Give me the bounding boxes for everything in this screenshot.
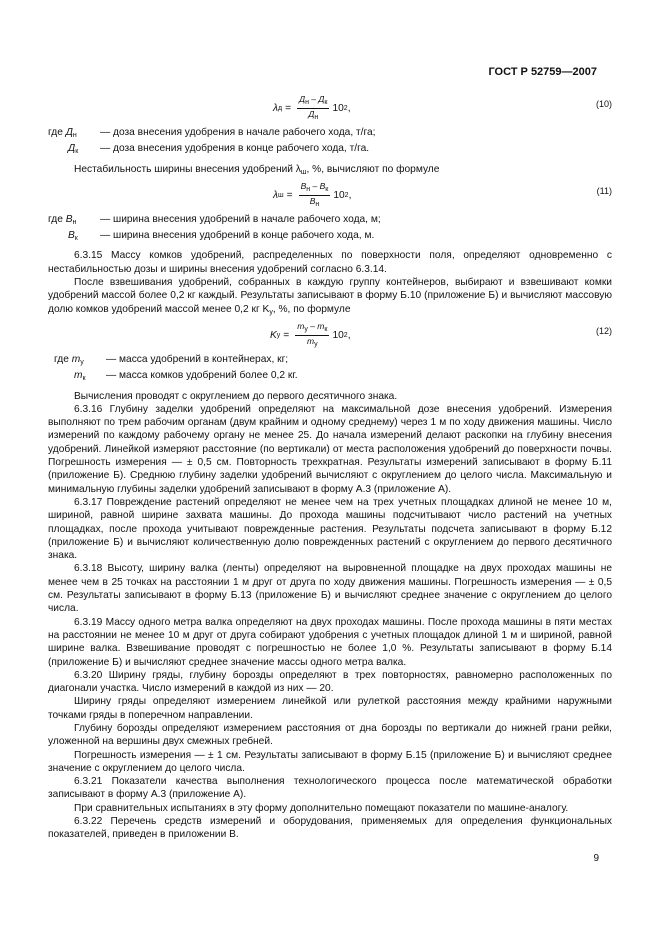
where-symbol-sub: к bbox=[74, 235, 78, 243]
numerator-b: m bbox=[317, 320, 325, 331]
where-prefix: где bbox=[54, 353, 72, 365]
formula-lhs: K bbox=[270, 329, 277, 341]
paragraph-6-3-17: 6.3.17 Повреждение растений определяют не менее чем на трех учетных площадках длиной не менее 10 м, шириной, равной ширине захвата машины. До прохода машины подсчитывают число растений на учетных площадках, после прохода учитывают поврежденные растения. Результаты подсчета записывают в форму Б.12 (приложение Б) и вычисляют количественную долю поврежденных растений с округлением до первого десятичного знака. bbox=[48, 496, 612, 562]
where-text: — масса комков удобрений более 0,2 кг. bbox=[106, 370, 298, 382]
paragraph-6-3-15: 6.3.15 Массу комков удобрений, распределенных по поверхности поля, определяют одновременно с нестабильностью дозы и ширины внесения удобрений согласно 6.3.14. bbox=[48, 250, 612, 275]
where-list-11 bbox=[48, 213, 612, 246]
where-symbol: m bbox=[74, 370, 83, 382]
numerator-a-sub: у bbox=[304, 325, 308, 333]
numerator-b-sub: к bbox=[324, 99, 328, 106]
numerator-a-sub: н bbox=[306, 185, 311, 193]
paragraph-instability bbox=[48, 163, 612, 179]
where-prefix: где bbox=[48, 213, 66, 225]
denominator: Д bbox=[308, 109, 315, 119]
formula-11: λ ш = $\frac{В_н - В_к}{В_н}$ 10 2 , (11) bbox=[273, 180, 612, 208]
paragraph-rounding: Вычисления проводят с округлением до первого десятичного знака. bbox=[74, 390, 398, 402]
formula-10: λ д = $\frac{Д_н - Д_к}{Д_н}$ 10 2 , (10) bbox=[273, 94, 612, 121]
formula-12: K у = $\frac{m_у - m_к}{m_у}$ 10 2 , (12) bbox=[270, 320, 612, 348]
multiplier: 10 bbox=[332, 102, 344, 114]
numerator-a-sub: н bbox=[305, 99, 309, 106]
paragraph-6-3-18: 6.3.18 Высоту, ширину валка (ленты) определяют на выровненной площадке на двух проходах машины не менее чем в 25 точках на расстоянии 1 м друг от друга по ходу движения машины. Погрешность измерения — ± 0,5 см. Результаты записывают в форму Б.13 (приложение Б) и вычисляют среднее значение с округлением до целого числа. bbox=[48, 563, 612, 615]
numerator-b-sub: к bbox=[325, 185, 329, 193]
minus-sign: – bbox=[308, 94, 319, 104]
page-number: 9 bbox=[593, 853, 599, 864]
formula-number: (10) bbox=[595, 99, 612, 109]
formula-fraction bbox=[299, 181, 331, 210]
numerator-b: Д bbox=[318, 94, 325, 104]
paragraph-6-3-16: 6.3.16 Глубину заделки удобрений определяют на максимальной дозе внесения удобрений. Измерения выполняют по трем рабочим органам (двум крайним и одному среднему) через 1 м по ходу движения машины. Число измерений по каждому рабочему органу не менее 25. До начала измерений делают раскопки на глубину внесения удобрений. Линейкой измеряют расстояние (по вертикали) от места расположения удобрений до поверхности почвы. Погрешность измерения — ± 0,5 см. Повторность трехкратная. Результаты измерений записывают в форму Б.11 (приложение Б). Среднюю глубину заделки удобрений вычисляют с округлением до целого числа. Максимальную и минимальную глубины заделки удобрений записывают в форму А.3 (приложение А). bbox=[48, 403, 612, 495]
text: , %, по формуле bbox=[272, 303, 351, 315]
formula-lhs: λ bbox=[273, 102, 279, 114]
document-id: ГОСТ Р 52759—2007 bbox=[488, 66, 597, 78]
formula-lhs-sub: у bbox=[276, 331, 281, 339]
exponent: 2 bbox=[343, 104, 348, 112]
numerator-b-sub: к bbox=[324, 325, 328, 333]
where-symbol-sub: н bbox=[72, 132, 77, 139]
formula-lhs-sub: ш bbox=[278, 191, 284, 199]
formula-lhs: λ bbox=[273, 189, 279, 201]
multiplier: 10 bbox=[332, 329, 344, 341]
denominator: m bbox=[307, 335, 315, 346]
text: , %, вычисляют по формуле bbox=[306, 163, 440, 175]
numerator-a: В bbox=[300, 180, 307, 191]
where-list-10 bbox=[48, 126, 612, 159]
numerator-a: Д bbox=[299, 94, 306, 104]
where-text: — ширина внесения удобрений в начале рабочего хода, м; bbox=[100, 213, 381, 225]
text-sub: ш bbox=[300, 168, 307, 176]
text-sub: у bbox=[269, 308, 273, 316]
where-text: — масса удобрений в контейнерах, кг; bbox=[106, 353, 289, 365]
paragraph-error: Погрешность измерения — ± 1 см. Результаты записывают в форму Б.15 (приложение Б) и вычисляют среднее значение с округлением до целого числа. bbox=[48, 749, 612, 774]
where-symbol: В bbox=[65, 213, 73, 225]
formula-number: (11) bbox=[596, 185, 612, 196]
text: Нестабильность ширины внесения удобрений λ bbox=[74, 163, 301, 175]
text: После взвешивания удобрений, собранных в каждую группу контейнеров, выбирают и взвешивают комки удобрений массой более 0,2 кг каждый. Результаты записывают в форму Б.10 (приложение Б) и вычисляют массовую долю комков удобрений массой менее 0,2 кг K bbox=[48, 277, 612, 315]
paragraph-6-3-20: 6.3.20 Ширину гряды, глубину борозды определяют в трех повторностях, равномерно расположенных по диагонали участка. Число измерений в каждой из них — 20. bbox=[48, 669, 612, 695]
where-symbol-sub: к bbox=[82, 375, 86, 383]
paragraph-6-3-22: 6.3.22 Перечень средств измерений и оборудования, применяемых для определения функциональных показателей, приведен в приложении В. bbox=[48, 816, 612, 841]
denominator: В bbox=[309, 195, 316, 206]
exponent: 2 bbox=[344, 191, 349, 199]
minus-sign: – bbox=[310, 180, 320, 191]
paragraph-weighing bbox=[48, 276, 612, 319]
exponent: 2 bbox=[343, 331, 348, 339]
numerator-b: В bbox=[319, 180, 326, 191]
where-symbol: Д bbox=[65, 127, 73, 138]
numerator-a: m bbox=[297, 320, 305, 331]
formula-number: (12) bbox=[595, 325, 612, 336]
paragraph-6-3-21: 6.3.21 Показатели качества выполнения технологического процесса после математической обработки записывают в форму А.3 (приложение А). bbox=[48, 776, 612, 801]
document-body bbox=[48, 92, 612, 842]
formula-fraction bbox=[297, 94, 329, 123]
where-text: — доза внесения удобрения в конце рабочего хода, т/га. bbox=[100, 143, 370, 155]
where-symbol-sub: н bbox=[72, 218, 77, 226]
paragraph-comparison: При сравнительных испытаниях в эту форму дополнительно помещают показатели по машине-аналогу. bbox=[74, 802, 569, 814]
where-text: — ширина внесения удобрений в конце рабочего хода, м. bbox=[100, 230, 375, 242]
formula-lhs-sub: д bbox=[278, 104, 283, 112]
denominator-sub: н bbox=[315, 200, 320, 208]
paragraph-furrow: Глубину борозды определяют измерением расстояния от дна борозды по вертикали до нижней грани рейки, уложенной на вершины двух смежных гребней. bbox=[48, 722, 612, 748]
minus-sign: – bbox=[307, 320, 318, 331]
denominator-sub: у bbox=[314, 340, 318, 348]
where-symbol: m bbox=[71, 353, 81, 365]
where-list-12 bbox=[48, 353, 612, 386]
paragraph-6-3-19: 6.3.19 Массу одного метра валка определяют на двух проходах машины. После прохода машины в пяти местах на расстоянии не менее 10 м друг от друга собирают удобрения с учетных площадок длиной 1 м и шириной, равной ширине валка. Взвешивание проводят с погрешностью не более 1,0 %. Результаты записывают в форму Б.14 (приложение Б) и вычисляют среднее значение массы одного метра валка. bbox=[48, 616, 612, 668]
where-symbol: Д bbox=[68, 143, 76, 155]
where-prefix: где bbox=[48, 127, 66, 138]
multiplier: 10 bbox=[333, 189, 345, 201]
formula-fraction bbox=[295, 321, 329, 350]
denominator-sub: н bbox=[314, 114, 319, 121]
where-text: — доза внесения удобрения в начале рабочего хода, т/га; bbox=[100, 127, 376, 138]
paragraph-ridge: Ширину гряды определяют измерением линейкой или рулеткой расстояния между крайними наружными точками гряды в поперечном направлении. bbox=[48, 696, 612, 721]
where-symbol-sub: к bbox=[75, 148, 79, 156]
where-symbol-sub: у bbox=[80, 358, 84, 366]
where-symbol: В bbox=[68, 230, 75, 242]
